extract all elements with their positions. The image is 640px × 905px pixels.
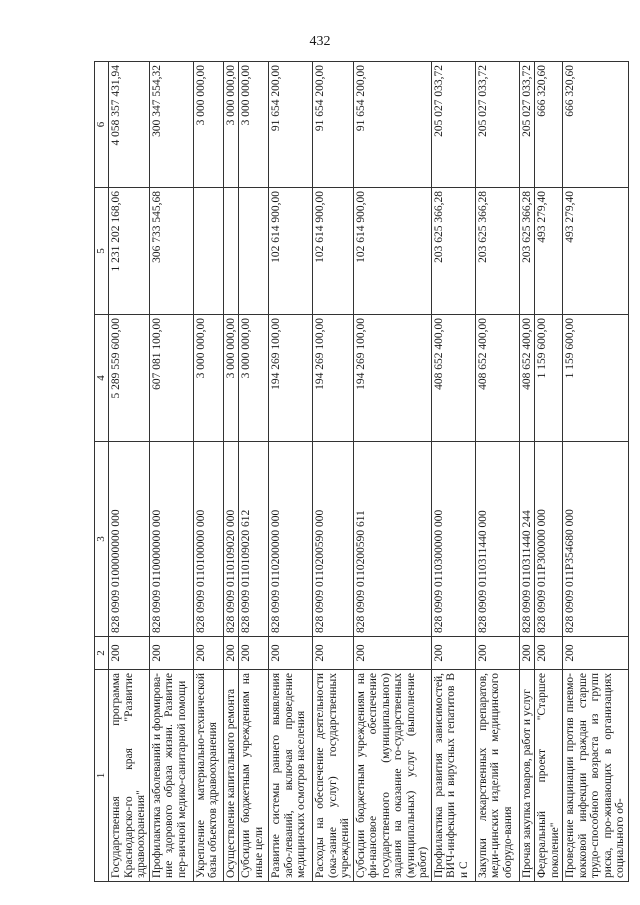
row-name-cell: Расходы на обеспечение деятельности (ока-зание услуг) государственных учреждений bbox=[313, 670, 354, 882]
row-value-col5-cell: 1 231 202 168,06 bbox=[109, 188, 150, 315]
row-code-cell: 200 bbox=[269, 637, 313, 670]
table-row bbox=[431, 62, 475, 882]
row-value-col4-cell: 3 000 000,00 bbox=[239, 315, 269, 442]
row-code-cell: 200 bbox=[109, 637, 150, 670]
row-name-cell: Прочая закупка товаров, работ и услуг bbox=[519, 670, 535, 882]
row-value-col6-cell: 205 027 033,72 bbox=[431, 62, 475, 188]
row-value-col5-cell: 493 279,40 bbox=[563, 188, 629, 315]
row-value-col5-cell: 493 279,40 bbox=[535, 188, 563, 315]
table-row bbox=[535, 62, 563, 882]
row-code-cell: 200 bbox=[223, 637, 239, 670]
row-classification-cell: 828 0909 0110200590 000 bbox=[313, 442, 354, 637]
row-name-cell: Государственная программа Краснодарско-го края "Развитие здравоохранения" bbox=[109, 670, 150, 882]
row-code-cell: 200 bbox=[535, 637, 563, 670]
row-code-cell: 200 bbox=[313, 637, 354, 670]
header-col-4: 4 bbox=[95, 315, 109, 442]
row-value-col6-cell: 91 654 200,00 bbox=[313, 62, 354, 188]
row-classification-cell: 828 0909 0110311440 000 bbox=[475, 442, 519, 637]
row-value-col5-cell: 306 733 545,68 bbox=[149, 188, 193, 315]
table-row bbox=[563, 62, 629, 882]
row-value-col4-cell: 194 269 100,00 bbox=[269, 315, 313, 442]
table-body bbox=[109, 62, 629, 882]
row-value-col6-cell: 205 027 033,72 bbox=[519, 62, 535, 188]
row-name-cell: Профилактика развития зависимостей, ВИЧ-инфекции и вирусных гепатитов В и С bbox=[431, 670, 475, 882]
row-classification-cell: 828 0909 0110000000 000 bbox=[149, 442, 193, 637]
row-value-col4-cell: 1 159 600,00 bbox=[563, 315, 629, 442]
table-row bbox=[475, 62, 519, 882]
row-value-col6-cell: 4 058 357 431,94 bbox=[109, 62, 150, 188]
row-classification-cell: 828 0909 0110200000 000 bbox=[269, 442, 313, 637]
row-name-cell: Проведение вакцинации против пневмо-кокковой инфекции граждан старше трудо-способного возраста из групп риска, про-живающих в организациях социального об- bbox=[563, 670, 629, 882]
header-col-2: 2 bbox=[95, 637, 109, 670]
table-row bbox=[149, 62, 193, 882]
row-value-col5-cell bbox=[239, 188, 269, 315]
table-row bbox=[269, 62, 313, 882]
row-value-col6-cell: 3 000 000,00 bbox=[193, 62, 223, 188]
header-col-5: 5 bbox=[95, 188, 109, 315]
row-value-col4-cell: 3 000 000,00 bbox=[223, 315, 239, 442]
row-name-cell: Закупки лекарственных препаратов, меди-цинских изделий и медицинского оборудо-вания bbox=[475, 670, 519, 882]
header-col-3: 3 bbox=[95, 442, 109, 637]
row-value-col4-cell: 408 652 400,00 bbox=[431, 315, 475, 442]
row-classification-cell: 828 0909 0110109020 612 bbox=[239, 442, 269, 637]
row-code-cell: 200 bbox=[519, 637, 535, 670]
row-value-col6-cell: 300 347 554,32 bbox=[149, 62, 193, 188]
row-value-col5-cell bbox=[193, 188, 223, 315]
row-value-col4-cell: 194 269 100,00 bbox=[313, 315, 354, 442]
row-classification-cell: 828 0909 0100000000 000 bbox=[109, 442, 150, 637]
row-value-col5-cell: 102 614 900,00 bbox=[353, 188, 431, 315]
row-value-col5-cell: 102 614 900,00 bbox=[313, 188, 354, 315]
row-value-col5-cell: 203 625 366,28 bbox=[519, 188, 535, 315]
page-number: 432 bbox=[309, 34, 331, 49]
header-row bbox=[95, 62, 109, 882]
header-col-6: 6 bbox=[95, 62, 109, 188]
row-classification-cell: 828 0909 0110311440 244 bbox=[519, 442, 535, 637]
row-code-cell: 200 bbox=[475, 637, 519, 670]
table-row bbox=[109, 62, 150, 882]
row-value-col5-cell: 203 625 366,28 bbox=[431, 188, 475, 315]
row-name-cell: Профилактика заболеваний и формирова-ние здорового образа жизни. Развитие пер-вичной медико-санитарной помощи bbox=[149, 670, 193, 882]
row-value-col4-cell: 408 652 400,00 bbox=[475, 315, 519, 442]
row-code-cell: 200 bbox=[353, 637, 431, 670]
table-row bbox=[223, 62, 239, 882]
row-code-cell: 200 bbox=[431, 637, 475, 670]
table-row bbox=[313, 62, 354, 882]
row-name-cell: Субсидии бюджетным учреждениям на иные цели bbox=[239, 670, 269, 882]
table-row bbox=[519, 62, 535, 882]
row-value-col5-cell bbox=[223, 188, 239, 315]
row-classification-cell: 828 0909 011P354680 000 bbox=[563, 442, 629, 637]
table-row bbox=[353, 62, 431, 882]
row-classification-cell: 828 0909 0110300000 000 bbox=[431, 442, 475, 637]
row-value-col6-cell: 666 320,60 bbox=[563, 62, 629, 188]
row-value-col4-cell: 3 000 000,00 bbox=[193, 315, 223, 442]
row-value-col6-cell: 205 027 033,72 bbox=[475, 62, 519, 188]
header-col-1: 1 bbox=[95, 670, 109, 882]
row-name-cell: Федеральный проект "Старшее поколение" bbox=[535, 670, 563, 882]
row-value-col6-cell: 91 654 200,00 bbox=[269, 62, 313, 188]
row-name-cell: Субсидии бюджетным учреждениям на фи-нансовое обеспечение государственного (муниципального) задания на оказание го-сударственных (муниципальных) услуг (выполнение работ) bbox=[353, 670, 431, 882]
row-code-cell: 200 bbox=[193, 637, 223, 670]
row-classification-cell: 828 0909 0110200590 611 bbox=[353, 442, 431, 637]
row-classification-cell: 828 0909 0110109020 000 bbox=[223, 442, 239, 637]
row-value-col5-cell: 102 614 900,00 bbox=[269, 188, 313, 315]
rotated-table-container bbox=[94, 62, 626, 882]
row-value-col6-cell: 3 000 000,00 bbox=[239, 62, 269, 188]
table-row bbox=[239, 62, 269, 882]
row-value-col4-cell: 1 159 600,00 bbox=[535, 315, 563, 442]
row-code-cell: 200 bbox=[563, 637, 629, 670]
row-value-col4-cell: 408 652 400,00 bbox=[519, 315, 535, 442]
row-value-col6-cell: 91 654 200,00 bbox=[353, 62, 431, 188]
row-name-cell: Развитие системы раннего выявления забо-леваний, включая проведение медицинских осмотров населения bbox=[269, 670, 313, 882]
row-value-col4-cell: 607 081 100,00 bbox=[149, 315, 193, 442]
row-code-cell: 200 bbox=[239, 637, 269, 670]
row-code-cell: 200 bbox=[149, 637, 193, 670]
row-value-col6-cell: 666 320,60 bbox=[535, 62, 563, 188]
row-value-col4-cell: 5 289 559 600,00 bbox=[109, 315, 150, 442]
row-value-col4-cell: 194 269 100,00 bbox=[353, 315, 431, 442]
row-classification-cell: 828 0909 011P300000 000 bbox=[535, 442, 563, 637]
row-value-col5-cell: 203 625 366,28 bbox=[475, 188, 519, 315]
row-value-col6-cell: 3 000 000,00 bbox=[223, 62, 239, 188]
row-classification-cell: 828 0909 0110100000 000 bbox=[193, 442, 223, 637]
budget-table bbox=[94, 61, 629, 882]
row-name-cell: Укрепление материально-технической базы объектов здравоохранения bbox=[193, 670, 223, 882]
table-row bbox=[193, 62, 223, 882]
row-name-cell: Осуществление капитального ремонта bbox=[223, 670, 239, 882]
